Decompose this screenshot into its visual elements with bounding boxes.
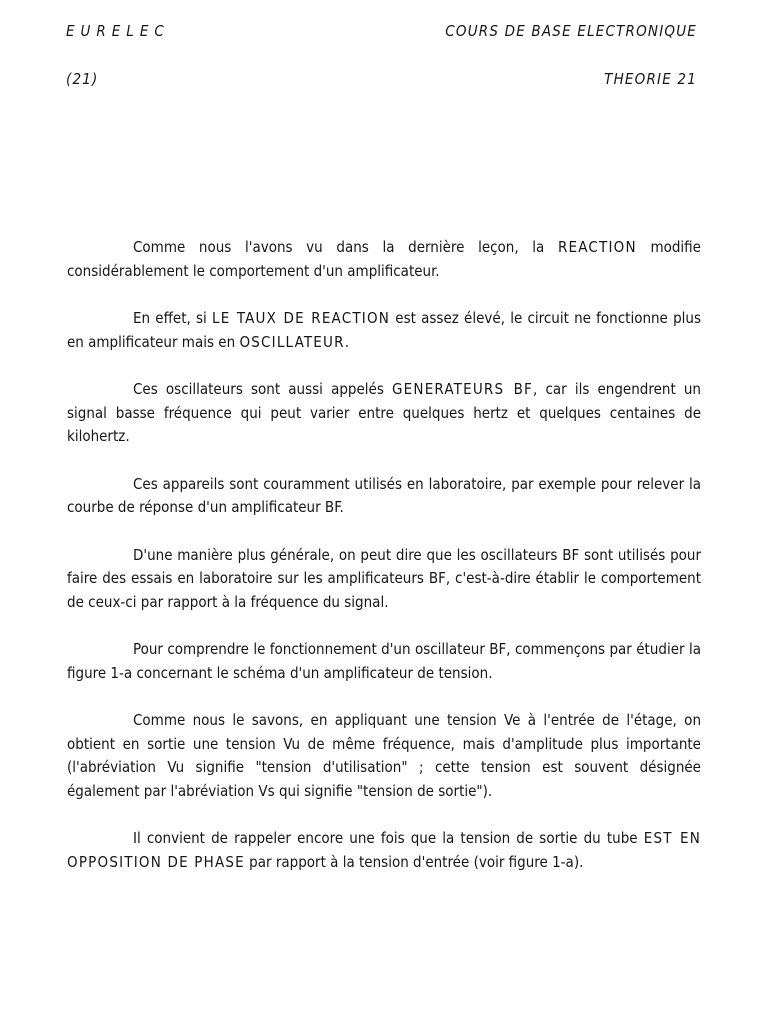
- emphasized-text: LE TAUX DE REACTION: [212, 309, 391, 327]
- paragraph-text: modifie considérablement le comportement d'un amplificateur.: [67, 238, 701, 280]
- paragraph: [67, 638, 701, 685]
- paragraph: [67, 709, 701, 803]
- paragraph: [67, 544, 701, 615]
- paragraph-text: , car ils engendrent un signal basse fréquence qui peut varier entre quelques hertz et quelques centaines de kilohertz.: [67, 380, 701, 445]
- section-title: THEORIE 21: [604, 70, 697, 88]
- paragraph-text: Pour comprendre le fonctionnement d'un oscillateur BF, commençons par étudier la figure 1-a concernant le schéma d'un amplificateur de tension.: [67, 640, 701, 682]
- paragraph-text: .: [344, 332, 349, 351]
- paragraph: [67, 236, 701, 283]
- paragraph-text: Ces oscillateurs sont aussi appelés: [133, 380, 393, 398]
- emphasized-text: EST EN OPPOSITION DE PHASE: [67, 829, 702, 871]
- course-title: COURS DE BASE ELECTRONIQUE: [445, 22, 697, 40]
- body-text: [67, 236, 701, 898]
- lesson-number: (21): [66, 70, 99, 88]
- paragraph: [67, 473, 701, 520]
- emphasized-text: REACTION: [557, 238, 637, 256]
- paragraph: [67, 378, 701, 449]
- paragraph-text: Comme nous l'avons vu dans la dernière leçon, la: [133, 238, 558, 256]
- paragraph-text: Comme nous le savons, en appliquant une tension Ve à l'entrée de l'étage, on obtient en sortie une tension Vu de même fréquence, mais d'amplitude plus importante (l'abréviation Vu signifie "tension d'utilisation" ; cette tension est souvent désignée également par l'abréviation Vs qui signifie "tension de sortie").: [67, 711, 701, 800]
- paragraph-text: D'une manière plus générale, on peut dire que les oscillateurs BF sont utilisés pour faire des essais en laboratoire sur les amplificateurs BF, c'est-à-dire établir le comportement de ceux-ci par rapport à la fréquence du signal.: [67, 545, 701, 611]
- paragraph-text: En effet, si: [133, 309, 212, 327]
- paragraph: [67, 827, 701, 874]
- paragraph-text: Ces appareils sont couramment utilisés en laboratoire, par exemple pour relever la courbe de réponse d'un amplificateur BF.: [67, 474, 701, 516]
- emphasized-text: GENERATEURS BF: [392, 380, 534, 398]
- paragraph-text: Il convient de rappeler encore une fois que la tension de sortie du tube: [133, 829, 644, 847]
- paragraph-text: par rapport à la tension d'entrée (voir figure 1-a).: [244, 852, 584, 871]
- paragraph-text: est assez élevé, le circuit ne fonctionne plus en amplificateur mais en: [67, 309, 701, 351]
- emphasized-text: OSCILLATEUR: [239, 332, 345, 351]
- brand-name: EURELEC: [66, 22, 170, 40]
- paragraph: [67, 307, 701, 354]
